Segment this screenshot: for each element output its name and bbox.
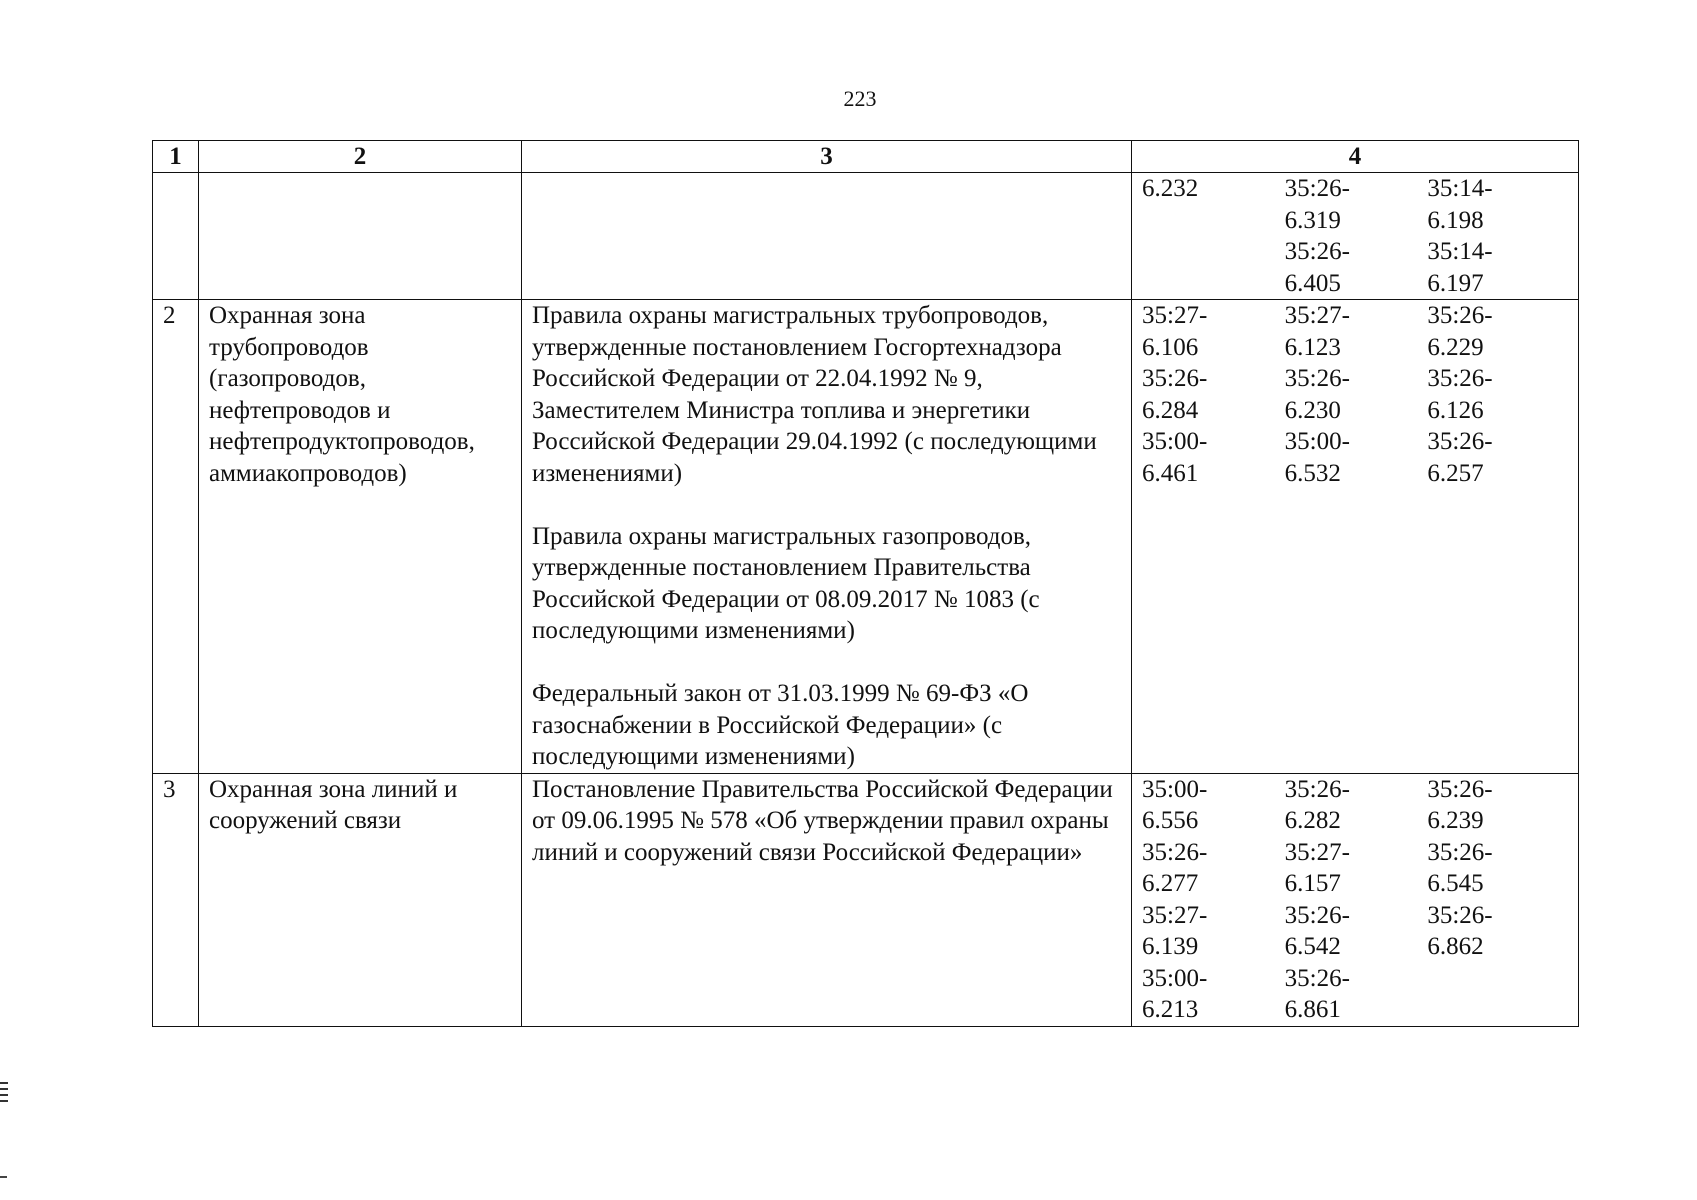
header-cell-2: 2 <box>199 141 522 173</box>
header-row <box>153 141 1579 173</box>
code-line: 35:26- <box>1284 964 1350 992</box>
regulation-documents <box>522 773 1132 1026</box>
code-line: 6.213 <box>1142 996 1199 1023</box>
code-line: 35:27- <box>1142 901 1208 929</box>
row-number: 2 <box>153 300 199 774</box>
code-line: 6.229 <box>1427 333 1484 361</box>
regulation-paragraph: Правила охраны магистральных трубопроводов, утвержденные постановлением Госгортехнадзора Российской Федерации от 22.04.1992 № 9, Заместителем Министра топлива и энергетики Российской Федерации 29.04.1992 (с последующими изменениями) <box>532 302 1097 487</box>
code-line: 6.232 <box>1142 175 1199 202</box>
code-line: 6.284 <box>1142 396 1199 424</box>
code-line: 6.319 <box>1284 206 1341 234</box>
code-line: 35:14- <box>1427 238 1493 265</box>
code-line: 35:26- <box>1142 365 1208 392</box>
code-column <box>1285 774 1428 1026</box>
code-line: 35:26- <box>1142 838 1208 866</box>
code-column <box>1142 300 1285 489</box>
code-line: 35:26- <box>1284 175 1350 202</box>
table-row <box>153 173 1579 300</box>
code-line: 6.106 <box>1142 333 1199 361</box>
code-line: 35:27- <box>1142 302 1208 329</box>
code-line: 6.862 <box>1427 933 1484 960</box>
code-column <box>1285 300 1428 489</box>
regulation-documents <box>522 173 1132 300</box>
code-line: 6.545 <box>1427 870 1484 897</box>
regulation-documents <box>522 300 1132 774</box>
code-column <box>1285 173 1428 299</box>
code-line: 6.197 <box>1427 269 1484 297</box>
header-cell-4: 4 <box>1132 141 1579 173</box>
table-row <box>153 773 1579 1026</box>
zone-name <box>199 173 522 300</box>
code-line: 35:26- <box>1427 428 1493 455</box>
row-number <box>153 173 199 300</box>
cadastral-codes <box>1132 300 1579 774</box>
code-line: 6.282 <box>1284 807 1341 834</box>
code-line: 6.198 <box>1427 206 1484 234</box>
code-column <box>1142 173 1285 299</box>
table-body <box>153 173 1579 1027</box>
header-cell-3: 3 <box>522 141 1132 173</box>
code-column <box>1142 774 1285 1026</box>
code-column <box>1427 300 1570 489</box>
regulation-paragraph: Постановление Правительства Российской Федерации от 09.06.1995 № 578 «Об утверждении правил охраны линий и сооружений связи Российской Федерации» <box>532 775 1113 866</box>
code-line: 6.139 <box>1142 933 1199 960</box>
code-line: 6.861 <box>1284 996 1341 1023</box>
document-table <box>152 140 1579 1027</box>
code-line: 35:00- <box>1142 775 1208 803</box>
code-line: 6.556 <box>1142 807 1199 834</box>
code-line: 35:27- <box>1284 302 1350 329</box>
zone-name: Охранная зона трубопроводов (газопроводов, нефтепроводов и нефтепродуктопроводов, аммиакопроводов) <box>199 300 522 774</box>
code-line: 6.461 <box>1142 459 1199 487</box>
table-row <box>153 300 1579 774</box>
code-line: 35:26- <box>1427 302 1493 329</box>
code-line: 6.157 <box>1284 870 1341 897</box>
code-line: 35:26- <box>1427 901 1493 929</box>
code-line: 35:26- <box>1427 365 1493 392</box>
code-column <box>1427 173 1570 299</box>
regulation-paragraph: Федеральный закон от 31.03.1999 № 69-ФЗ «О газоснабжении в Российской Федерации» (с последующими изменениями) <box>532 680 1029 770</box>
code-line: 6.542 <box>1284 933 1341 960</box>
code-line: 6.239 <box>1427 807 1484 834</box>
code-line: 35:00- <box>1284 428 1350 455</box>
code-line: 35:00- <box>1142 428 1208 455</box>
regulation-paragraph: Правила охраны магистральных газопроводов, утвержденные постановлением Правительства Российской Федерации от 08.09.2017 № 1083 (с последующими изменениями) <box>532 522 1040 644</box>
code-line: 6.123 <box>1284 333 1341 361</box>
code-line: 6.126 <box>1427 396 1484 424</box>
code-column <box>1427 774 1570 1026</box>
code-line: 6.405 <box>1284 269 1341 297</box>
edge-scan-tick <box>0 1176 7 1178</box>
code-line: 6.230 <box>1284 396 1341 424</box>
cadastral-codes <box>1132 773 1579 1026</box>
code-line: 35:26- <box>1284 238 1350 265</box>
code-line: 6.532 <box>1284 459 1341 487</box>
code-line: 35:26- <box>1427 838 1493 866</box>
code-line: 35:00- <box>1142 964 1208 992</box>
zone-name: Охранная зона линий и сооружений связи <box>199 773 522 1026</box>
code-line: 35:26- <box>1284 365 1350 392</box>
cadastral-codes <box>1132 173 1579 300</box>
code-line: 35:26- <box>1284 775 1350 803</box>
header-cell-1: 1 <box>153 141 199 173</box>
code-line: 35:14- <box>1427 175 1493 202</box>
edge-scan-mark <box>0 1082 8 1104</box>
code-line: 35:26- <box>1284 901 1350 929</box>
code-line: 6.257 <box>1427 459 1484 487</box>
row-number: 3 <box>153 773 199 1026</box>
code-line: 35:27- <box>1284 838 1350 866</box>
code-line: 6.277 <box>1142 870 1199 897</box>
page-number: 223 <box>843 86 877 111</box>
code-line: 35:26- <box>1427 775 1493 803</box>
